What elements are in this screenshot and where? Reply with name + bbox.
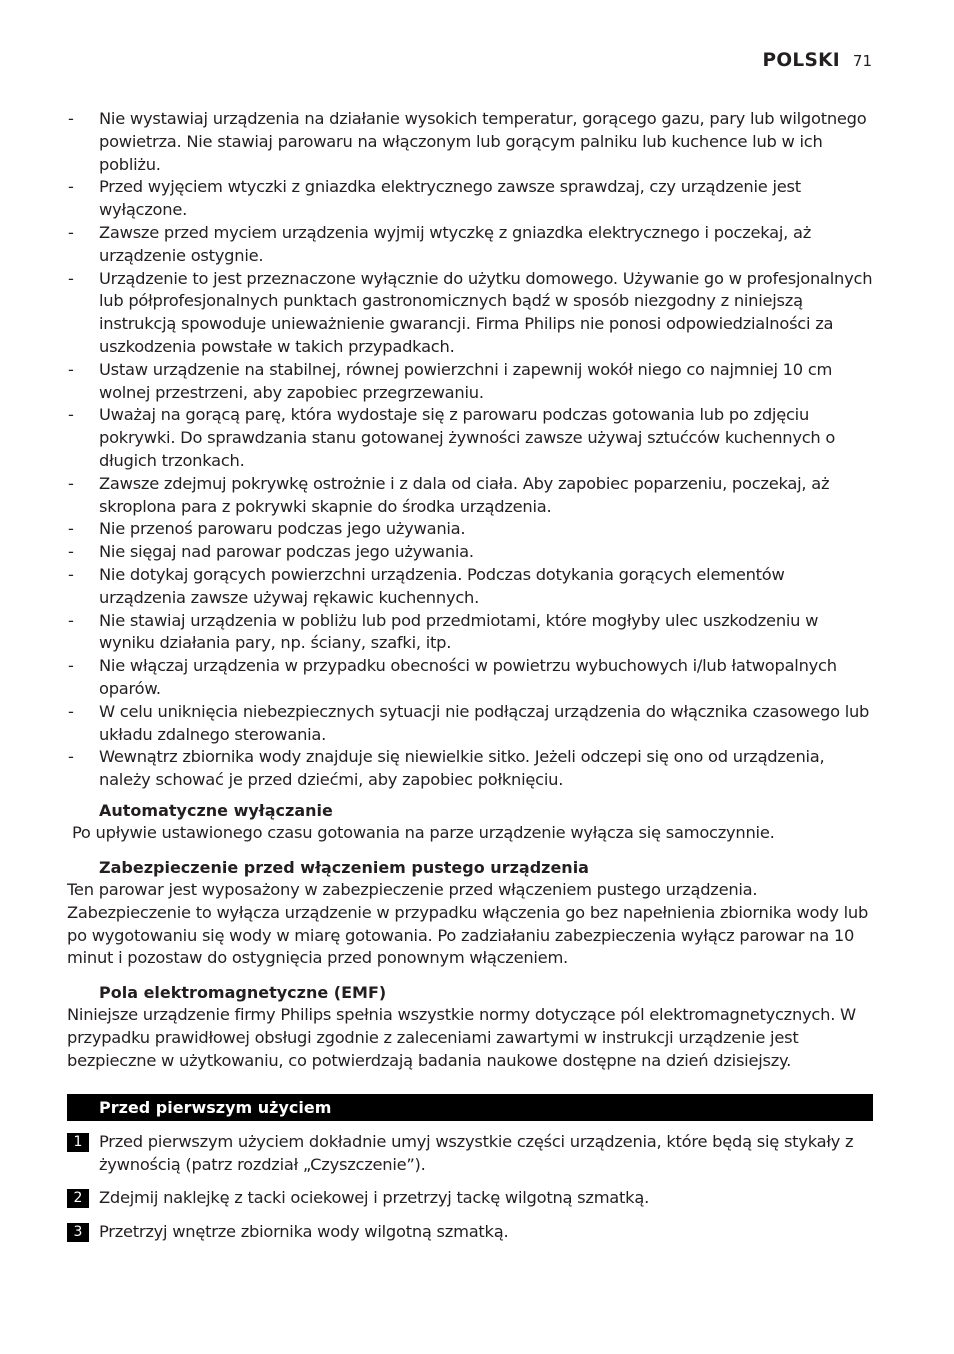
safety-warnings-list	[67, 108, 873, 792]
emf-section	[67, 982, 873, 1072]
step-number: 3	[67, 1223, 89, 1242]
list-item-text: Nie stawiaj urządzenia w pobliżu lub pod przedmiotami, które mogłyby ulec uszkodzeniu w wyniku działania pary, np. ściany, szafki, itp.	[99, 610, 819, 653]
bullet-dash: -	[68, 542, 74, 562]
list-item-text: Przed wyjęciem wtyczki z gniazdka elektrycznego zawsze sprawdzaj, czy urządzenie jest wyłączone.	[99, 177, 801, 220]
list-item	[67, 701, 873, 747]
list-item-text: Nie przenoś parowaru podczas jego używania.	[99, 519, 466, 539]
list-item	[67, 746, 873, 792]
step-3	[67, 1221, 873, 1244]
bullet-dash: -	[68, 222, 74, 242]
step-text: Zdejmij naklejkę z tacki ociekowej i przetrzyj tackę wilgotną szmatką.	[99, 1188, 649, 1207]
list-item-text: Nie włączaj urządzenia w przypadku obecności w powietrzu wybuchowych i/lub łatwopalnych oparów.	[99, 656, 837, 698]
step-text: Przed pierwszym użyciem dokładnie umyj wszystkie części urządzenia, które będą się stykały z żywnością (patrz rozdział „Czyszczenie”).	[99, 1132, 854, 1174]
list-item-text: Nie wystawiaj urządzenia na działanie wysokich temperatur, gorącego gazu, pary lub wilgotnego powietrza. Nie stawiaj parowaru na włączonym lub gorącym palniku lub kuchence lub w ich pobliżu.	[99, 109, 867, 174]
bullet-dash: -	[68, 109, 74, 128]
section-heading: Automatyczne wyłączanie	[99, 801, 333, 820]
step-1	[67, 1131, 873, 1177]
page-header	[762, 50, 872, 71]
language-label: POLSKI	[762, 50, 840, 71]
list-item-text: W celu uniknięcia niebezpiecznych sytuacji nie podłączaj urządzenia do włącznika czasowego lub układu zdalnego sterowania.	[99, 701, 870, 744]
step-2	[67, 1187, 873, 1210]
list-item	[67, 541, 873, 564]
list-item	[67, 655, 873, 701]
step-text: Przetrzyj wnętrze zbiornika wody wilgotną szmatką.	[99, 1222, 509, 1241]
bullet-dash: -	[68, 473, 74, 493]
bullet-dash: -	[68, 564, 74, 584]
list-item	[67, 404, 873, 472]
list-item-text: Nie dotykaj gorących powierzchni urządzenia. Podczas dotykania gorących elementów urządzenia zawsze używaj rękawic kuchennych.	[99, 564, 785, 607]
list-item-text: Wewnątrz zbiornika wody znajduje się niewielkie sitko. Jeżeli odczepi się ono od urządzenia, należy schować je przed dziećmi, aby zapobiec połknięciu.	[99, 747, 825, 790]
auto-off-section	[67, 800, 873, 845]
step-number: 1	[67, 1133, 89, 1152]
list-item	[67, 268, 873, 359]
bullet-dash: -	[68, 701, 74, 721]
bullet-dash: -	[68, 359, 74, 379]
list-item-text: Ustaw urządzenie na stabilnej, równej powierzchni i zapewnij wokół niego co najmniej 10 cm wolnej przestrzeni, aby zapobiec przegrzewaniu.	[99, 359, 833, 402]
list-item	[67, 108, 873, 176]
list-item	[67, 176, 873, 222]
list-item-text: Nie sięgaj nad parowar podczas jego używania.	[99, 542, 474, 562]
bullet-dash: -	[68, 656, 74, 676]
list-item	[67, 518, 873, 541]
bullet-dash: -	[68, 610, 74, 630]
bullet-dash: -	[68, 177, 74, 197]
before-first-use-heading: Przed pierwszym użyciem	[67, 1094, 873, 1121]
list-item	[67, 222, 873, 268]
section-heading: Zabezpieczenie przed włączeniem pustego urządzenia	[99, 858, 589, 877]
section-heading: Pola elektromagnetyczne (EMF)	[99, 983, 387, 1002]
bullet-dash: -	[68, 268, 74, 288]
step-number: 2	[67, 1189, 89, 1208]
list-item-text: Uważaj na gorącą parę, która wydostaje się z parowaru podczas gotowania lub po zdjęciu pokrywki. Do sprawdzania stanu gotowanej żywności zawsze używaj sztućców kuchennych o długich trzonkach.	[99, 405, 836, 470]
list-item	[67, 473, 873, 519]
bullet-dash: -	[68, 519, 74, 539]
section-text: Ten parowar jest wyposażony w zabezpieczenie przed włączeniem pustego urządzenia. Zabezpieczenie to wyłącza urządzenie w przypadku włączenia go bez napełnienia zbiornika wody lub po wygotowaniu się wody w miarę gotowania. Po zadziałaniu zabezpieczenia wyłącz parowar na 10 minut i pozostaw do ostygnięcia przed ponownym włączeniem.	[67, 880, 869, 968]
dry-boil-section	[67, 857, 873, 970]
bullet-dash: -	[68, 747, 74, 767]
list-item	[67, 564, 873, 610]
section-text: Po upływie ustawionego czasu gotowania na parze urządzenie wyłącza się samoczynnie.	[71, 823, 775, 842]
bullet-dash: -	[68, 405, 74, 425]
list-item-text: Zawsze przed myciem urządzenia wyjmij wtyczkę z gniazdka elektrycznego i poczekaj, aż urządzenie ostygnie.	[99, 222, 812, 265]
page-number: 71	[852, 52, 872, 70]
list-item-text: Urządzenie to jest przeznaczone wyłącznie do użytku domowego. Używanie go w profesjonalnych lub półprofesjonalnych punktach gastronomicznych bądź w sposób niezgodny z niniejszą instrukcją spowoduje unieważnienie gwarancji. Firma Philips nie ponosi odpowiedzialności za uszkodzenia powstałe w takich przypadkach.	[99, 268, 873, 356]
section-text: Niniejsze urządzenie firmy Philips spełnia wszystkie normy dotyczące pól elektromagnetycznych. W przypadku prawidłowej obsługi zgodnie z zaleceniami zawartymi w instrukcji urządzenie jest bezpieczne w użytkowaniu, co potwierdzają badania naukowe dostępne na dzień dzisiejszy.	[67, 1005, 856, 1070]
list-item-text: Zawsze zdejmuj pokrywkę ostrożnie i z dala od ciała. Aby zapobiec poparzeniu, poczekaj, aż skroplona para z pokrywki skapnie do środka urządzenia.	[99, 473, 830, 516]
list-item	[67, 610, 873, 656]
list-item	[67, 359, 873, 405]
